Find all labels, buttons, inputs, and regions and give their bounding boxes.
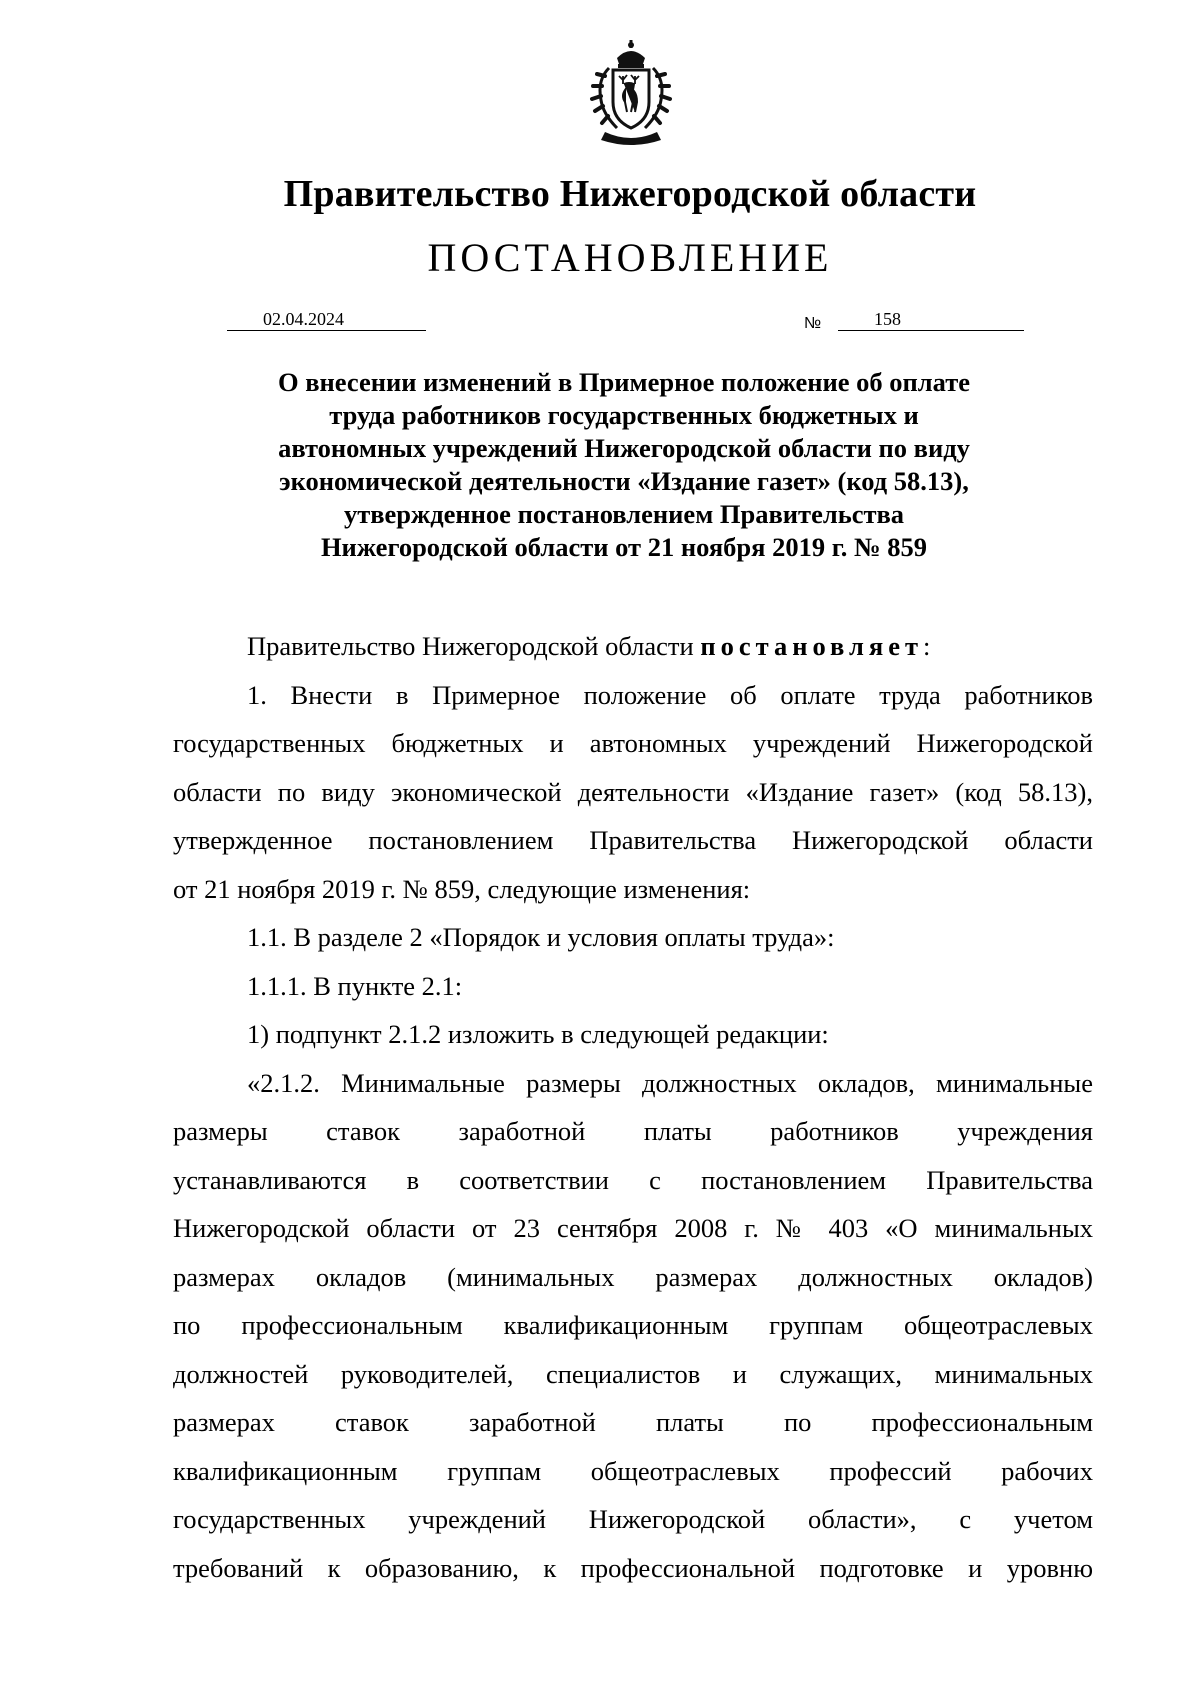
document-type: ПОСТАНОВЛЕНИЕ — [427, 235, 833, 280]
body-line: размерах окладов (минимальных размерах должностных окладов) — [173, 1261, 1093, 1292]
body-line: требований к образованию, к профессиональной подготовке и уровню — [173, 1552, 1093, 1583]
body-line: государственных учреждений Нижегородской области», с учетом — [173, 1504, 1093, 1534]
body-line: «2.1.2. Минимальные размеры должностных окладов, минимальные — [247, 1067, 1093, 1098]
body-line: устанавливаются в соответствии с постановлением Правительства — [173, 1164, 1093, 1195]
document-number-field — [838, 308, 1024, 331]
coat-of-arms-icon — [575, 40, 687, 148]
document-title — [230, 366, 1018, 564]
preamble-prefix: Правительство Нижегородской области — [247, 631, 701, 661]
body-line: 1) подпункт 2.1.2 изложить в следующей редакции: — [247, 1019, 829, 1049]
body-line: области по виду экономической деятельности «Издание газет» (код 58.13), — [173, 776, 1093, 807]
title-line: утвержденное постановлением Правительства — [343, 499, 905, 529]
preamble-suffix: : — [923, 631, 931, 661]
body-line: размеры ставок заработной платы работников учреждения — [173, 1116, 1093, 1146]
document-number: 158 — [874, 309, 901, 329]
body-line: по профессиональным квалификационным группам общеотраслевых — [173, 1310, 1093, 1340]
title-line: Нижегородской области от 21 ноября 2019 г. № 859 — [320, 532, 928, 562]
body-line: 1.1.1. В пункте 2.1: — [247, 970, 463, 1001]
body-line: размерах ставок заработной платы по профессиональным — [173, 1407, 1093, 1437]
number-sign: № — [804, 315, 822, 332]
document-date-field — [227, 308, 426, 331]
body-line: 1. Внести в Примерное положение об оплате труда работников — [247, 679, 1093, 710]
title-line: труда работников государственных бюджетных и — [329, 400, 919, 430]
title-line: экономической деятельности «Издание газет» (код 58.13), — [279, 466, 969, 496]
document-body — [173, 622, 1093, 1592]
body-line: квалификационным группам общеотраслевых профессий рабочих — [173, 1455, 1093, 1486]
body-line: государственных бюджетных и автономных учреждений Нижегородской — [173, 728, 1093, 758]
organization-name: Правительство Нижегородской области — [283, 173, 977, 215]
title-line: автономных учреждений Нижегородской области по виду — [278, 433, 970, 463]
body-line: должностей руководителей, специалистов и служащих, минимальных — [173, 1358, 1093, 1389]
preamble-verb: постановляет — [700, 631, 924, 661]
body-line: утвержденное постановлением Правительства Нижегородской области — [173, 825, 1093, 855]
title-line: О внесении изменений в Примерное положение об оплате — [277, 367, 971, 397]
body-line: Нижегородской области от 23 сентября 2008 г. № 403 «О минимальных — [173, 1213, 1093, 1243]
preamble — [173, 622, 1093, 671]
body-line: от 21 ноября 2019 г. № 859, следующие изменения: — [173, 873, 751, 904]
body-line: 1.1. В разделе 2 «Порядок и условия оплаты труда»: — [247, 922, 835, 952]
document-date: 02.04.2024 — [263, 309, 344, 329]
